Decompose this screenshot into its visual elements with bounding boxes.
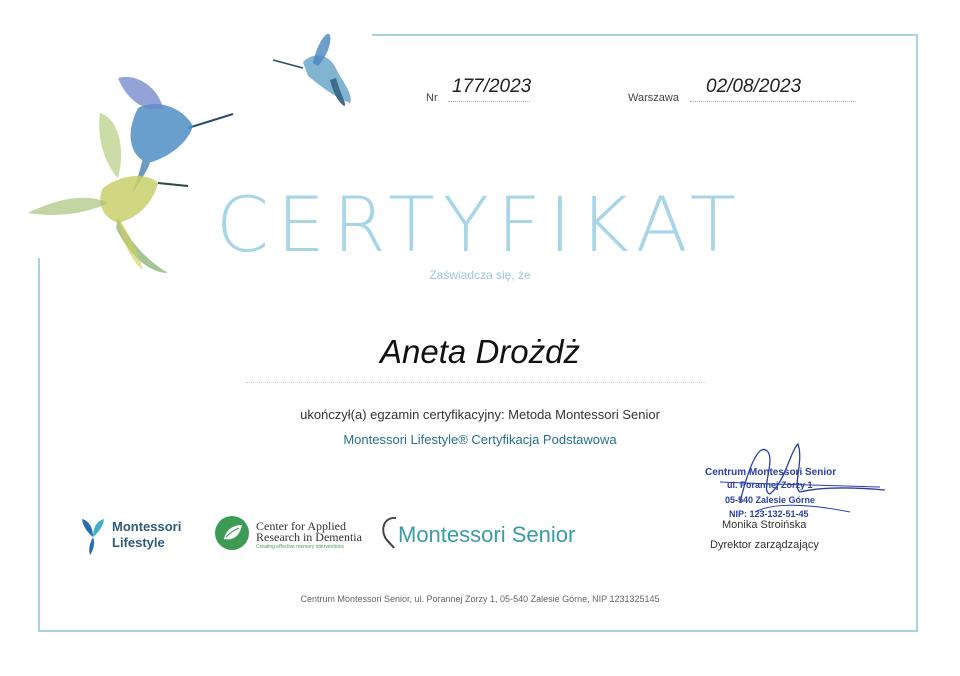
leaf-circle-icon — [214, 515, 250, 551]
stamp-line2: ul. Porannej Zorzy 1 — [727, 480, 813, 490]
montessori-lifestyle-logo — [78, 515, 208, 555]
montessori-lifestyle-line1: Montessori — [112, 519, 182, 534]
issue-date: 02/08/2023 — [706, 76, 802, 97]
car-dementia-logo — [214, 515, 374, 555]
stamp-line1: Centrum Montessori Senior — [705, 467, 837, 478]
frame-top — [372, 34, 918, 36]
car-tagline: Creating effective memory interventions — [256, 544, 345, 550]
stamp-line4: NIP: 123-132-51-45 — [729, 509, 809, 519]
frame-bottom — [38, 630, 918, 632]
hummingbird-small — [273, 34, 351, 106]
recipient-name: Aneta Drożdż — [380, 333, 580, 370]
number-dotted-line — [448, 101, 530, 102]
car-line2: Research in Dementia — [256, 530, 362, 544]
recipient-dotted-line — [246, 382, 706, 383]
date-dotted-line — [690, 101, 856, 102]
city-label: Warszawa — [628, 92, 679, 104]
signatory-role: Dyrektor zarządzający — [710, 539, 819, 551]
footer-address: Centrum Montessori Senior, ul. Porannej Zorzy 1, 05-540 Zalesie Górne, NIP 1231325145 — [300, 594, 660, 604]
montessori-lifestyle-line2: Lifestyle — [112, 535, 165, 550]
certificate-subtitle: Zaświadcza się, że — [429, 268, 531, 282]
signatory-name: Monika Stroińska — [722, 519, 807, 531]
completion-text: ukończył(a) egzamin certyfikacyjny: Metoda Montessori Senior — [300, 407, 660, 422]
nr-label: Nr — [426, 92, 438, 104]
program-name: Montessori Lifestyle® Certyfikacja Podstawowa — [343, 432, 617, 447]
car-line1: Center for Applied — [256, 519, 346, 533]
certificate-number: 177/2023 — [452, 76, 532, 97]
stamp-line3: 05-540 Zalesie Górne — [725, 495, 816, 505]
butterfly-icon — [78, 517, 108, 555]
montessori-senior-text: Montessori Senior — [398, 522, 576, 547]
montessori-senior-logo — [378, 515, 578, 551]
certificate-title: CERTYFIKAT — [215, 180, 745, 269]
